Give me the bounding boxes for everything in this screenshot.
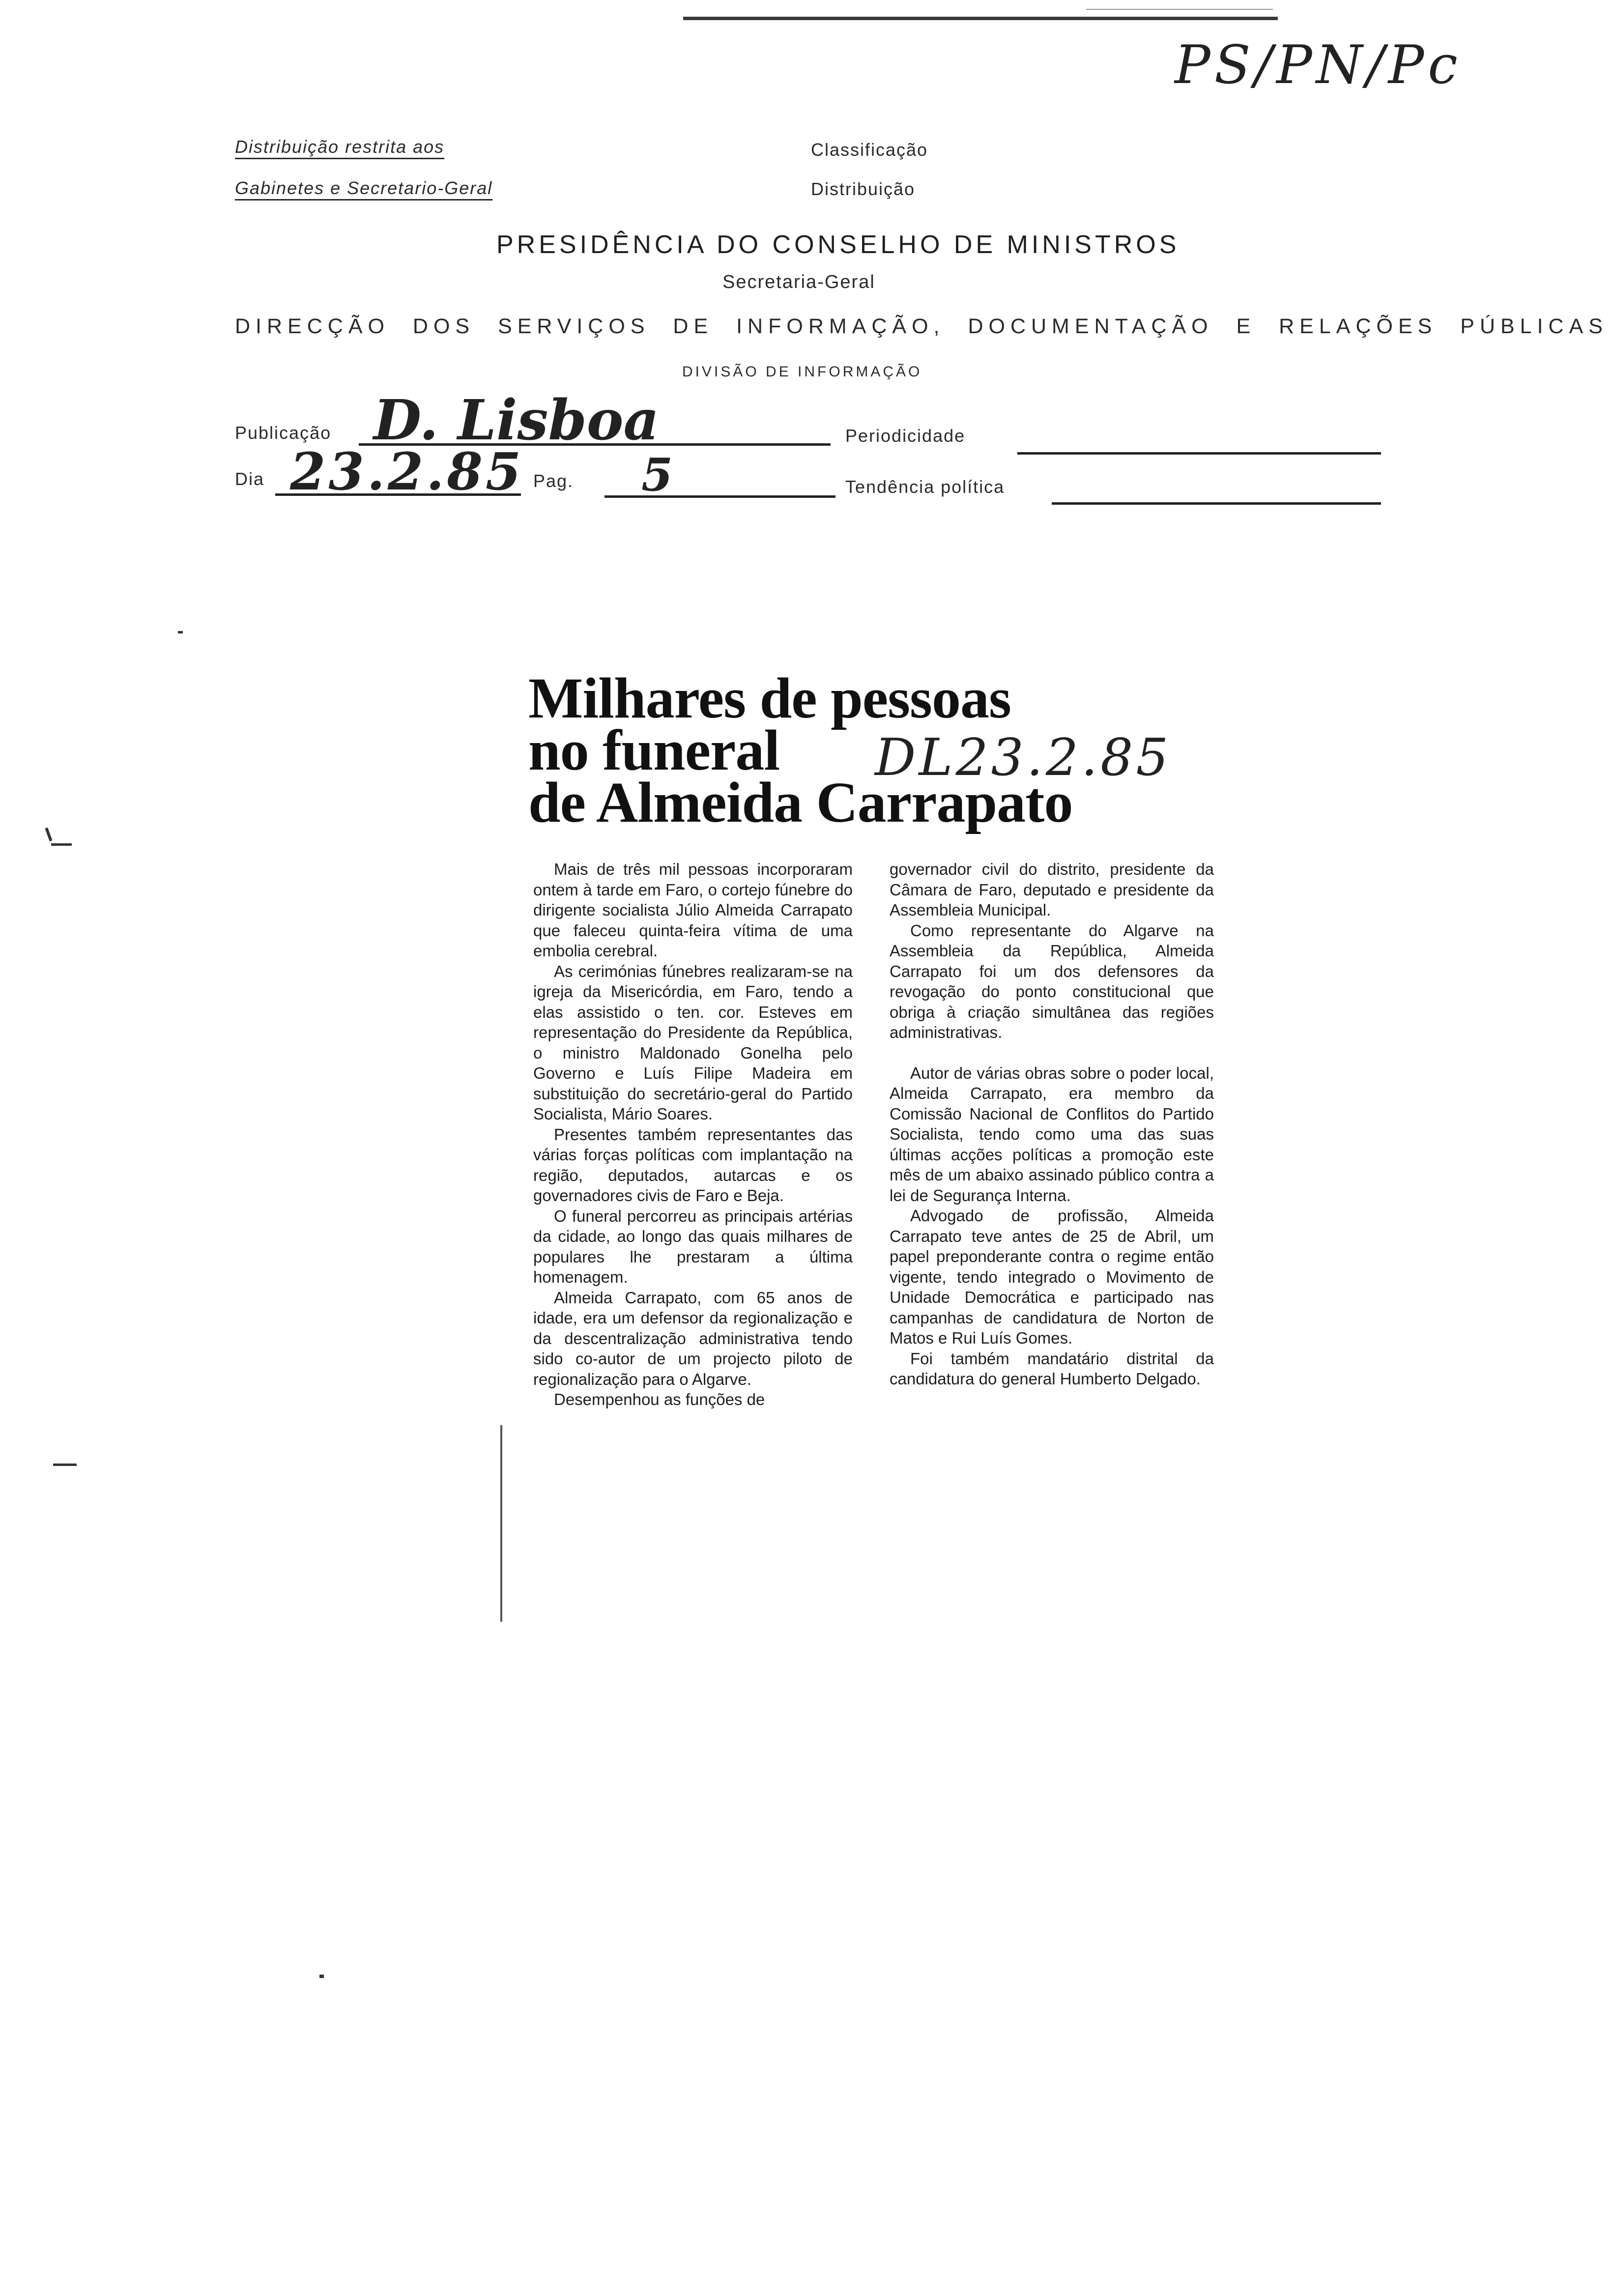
scan-mark — [53, 1464, 77, 1466]
periodicity-field-line — [1017, 452, 1381, 455]
paragraph: As cerimónias fúnebres realizaram-se na igreja da Misericórdia, em Faro, tendo a elas assistido o ten. cor. Esteves em representação do Presidente da República, o ministro Maldonado Gonelha pelo Governo e Luís Filipe Madeira em substituição do secretário-geral do Partido Socialista, Mário Soares. — [533, 962, 853, 1123]
publication-value: D. Lisboa — [374, 388, 660, 453]
division-heading: DIVISÃO DE INFORMAÇÃO — [682, 364, 922, 380]
directorate-heading: DIRECÇÃO DOS SERVIÇOS DE INFORMAÇÃO, DOCUMENTAÇÃO E RELAÇÕES PÚBLICAS — [235, 315, 1608, 338]
scan-mark — [51, 843, 72, 846]
publication-label: Publicação — [235, 423, 332, 443]
article-column-left — [533, 859, 853, 1410]
classification-label: Classificação — [811, 140, 928, 160]
article-title-line-2: no funeral — [528, 718, 780, 782]
scan-top-line — [683, 17, 1278, 20]
distribution-line-1: Distribuição restrita aos — [235, 137, 445, 157]
article-title-line-1: Milhares de pessoas — [528, 666, 1011, 730]
paragraph: Foi também mandatário distrital da candidatura do general Humberto Delgado. — [890, 1349, 1214, 1388]
paragraph: governador civil do distrito, presidente da Câmara de Faro, deputado e presidente da Assembleia Municipal. — [890, 860, 1214, 919]
scan-mark — [178, 631, 183, 633]
distribution-label: Distribuição — [811, 179, 916, 199]
paragraph: Presentes também representantes das várias forças políticas com implantação na região, deputados, autarcas e os governadores civis de Faro e Beja. — [533, 1125, 853, 1205]
paragraph: Desempenhou as funções de — [554, 1390, 765, 1408]
day-field-line — [275, 493, 521, 496]
political-tendency-label: Tendência política — [845, 477, 1005, 497]
political-tendency-field-line — [1052, 502, 1381, 505]
archive-stamp: PS/PN/Pc — [1175, 34, 1462, 96]
article-title-line-3: de Almeida Carrapato — [528, 770, 1073, 834]
distribution-line-2: Gabinetes e Secretario-Geral — [235, 178, 493, 198]
paragraph: Como representante do Algarve na Assembleia da República, Almeida Carrapato foi um dos defensores da revogação do ponto constitucional que obriga à criação simultânea das regiões administrativas. — [890, 921, 1214, 1041]
day-label: Dia — [235, 469, 265, 489]
scan-top-line-faint — [1086, 9, 1273, 10]
paragraph: O funeral percorreu as principais artérias da cidade, ao longo das quais milhares de populares lhe prestaram a última homenagem. — [533, 1206, 853, 1286]
margin-mark-bar — [500, 1425, 502, 1622]
handwritten-date-note: DL23.2.85 — [875, 727, 1172, 787]
day-value: 23.2.85 — [290, 441, 524, 502]
institution-heading: PRESIDÊNCIA DO CONSELHO DE MINISTROS — [496, 230, 1180, 259]
scan-mark — [319, 1975, 324, 1978]
paragraph: Mais de três mil pessoas incorporaram ontem à tarde em Faro, o cortejo fúnebre do dirigente socialista Júlio Almeida Carrapato que faleceu quinta-feira vítima de uma embolia cerebral. — [533, 860, 853, 960]
periodicity-label: Periodicidade — [845, 426, 966, 446]
paragraph: Almeida Carrapato, com 65 anos de idade, era um defensor da regionalização e da descentralização administrativa tendo sido co-autor de um projecto piloto de regionalização para o Algarve. — [533, 1288, 853, 1388]
page-field-line — [604, 495, 835, 498]
page-label: Pag. — [533, 471, 574, 491]
secretariat-label: Secretaria-Geral — [722, 272, 875, 292]
paragraph: Autor de várias obras sobre o poder local, Almeida Carrapato, era membro da Comissão Nacional de Conflitos do Partido Socialista, tendo como uma das suas últimas acções políticas a promoção este mês de um abaixo assinado público contra a lei de Segurança Interna. — [890, 1063, 1214, 1205]
page-value: 5 — [641, 448, 673, 501]
article-column-right — [890, 859, 1214, 1389]
scan-mark — [45, 828, 52, 841]
paragraph: Advogado de profissão, Almeida Carrapato teve antes de 25 de Abril, um papel preponderante contra o regime então vigente, tendo integrado o Movimento de Unidade Democrática e participado nas campanhas de candidatura de Norton de Matos e Rui Luís Gomes. — [890, 1206, 1214, 1347]
